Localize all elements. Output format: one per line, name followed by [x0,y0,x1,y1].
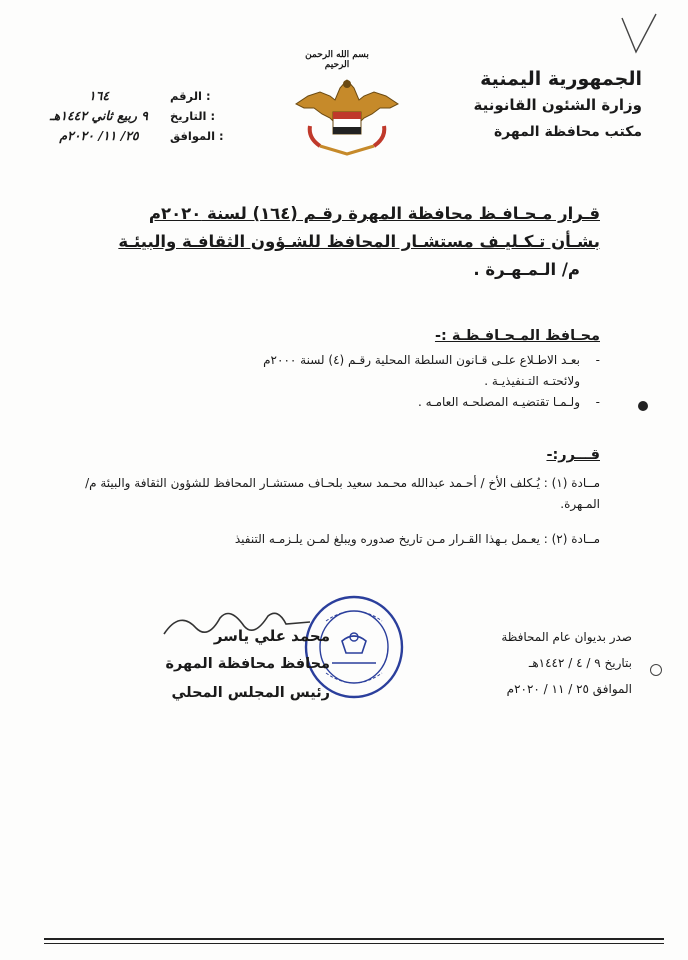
reference-number-row [28,88,228,108]
basmala: بسم الله الرحمن الرحيم [305,50,369,70]
reference-date-row [28,108,228,128]
issued-place: صدر بديوان عام المحافظة [501,630,632,644]
decree-title [80,200,600,284]
footer-rule [44,938,664,940]
article-1: مــادة (١) : يُـكلف الأخ / أحـمد عبدالله محـمد سعيد بلحـاف مستشـار المحافظ للشؤون الثقافة والبيئة م/ المـهرة. [85,476,600,511]
signatory-title-council: رئيس المجلس المحلي [171,685,330,701]
bullet-dash: - [595,395,600,409]
preamble-item-continuation: ولائحتـه التـنفيذيـة . [484,374,580,388]
decree-title-line1: قـرار مـحـافـظ محافظة المهرة رقـم (١٦٤) لسنة ٢٠٢٠م [148,204,600,223]
issued-gregorian-date: الموافق ٢٥ / ١١ / ٢٠٢٠م [506,682,632,696]
decree-title-line2: بشـأن تـكـليـف مستشـار المحافظ للشـؤون الثقافـة والبيئـة [118,232,600,251]
reference-number-label: الرقم : [170,89,211,103]
reference-corresponding-label: الموافق : [170,129,224,143]
reference-corresponding-value: ٢٥/ ١١/ ٢٠٢٠م [59,128,139,143]
office-name: مكتب محافظة المهرة [493,124,642,140]
yemen-emblem-icon [290,74,404,158]
preamble-item [80,392,600,413]
preamble-item-text: بعـد الاطـلاع علـى قـانون السلطة المحلية رقـم (٤) لسنة ٢٠٠٠م [263,353,580,367]
reference-block [28,88,228,148]
preamble-heading: محـافظ المـحـافـظـة :- [434,328,600,344]
issued-hijri-date: بتاريخ ٩ / ٤ / ١٤٤٢هـ [528,656,632,670]
signatory-name: محمد علي ياسر [213,627,330,645]
preamble-item [80,350,600,392]
decision-heading: قـــرر:- [546,447,600,463]
decision-section [80,447,600,564]
reference-date-label: التاريخ : [170,109,216,123]
ministry-name: وزارة الشئون القانونية [473,96,642,114]
preamble-section [80,328,600,413]
punch-hole [650,664,662,676]
issued-block [452,624,632,702]
reference-corresponding-row [28,128,228,148]
signatory-title-governor: محافظ محافظة المهرة [165,656,330,672]
punch-hole [638,401,648,411]
bullet-dash: - [595,353,600,367]
reference-number-value: ١٦٤ [88,88,110,103]
letterhead [452,68,642,142]
decree-title-line3: م/ الـمـهـرة . [473,260,580,279]
corner-check-mark [606,8,666,58]
republic-name: الجمهورية اليمنية [480,68,642,90]
article-2: مــادة (٢) : يعـمل بـهذا القـرار مـن تاريخ صدوره ويبلغ لمـن يلـزمـه التنفيذ [234,532,600,546]
preamble-item-text: ولـمـا تقتضيـه المصلحـه العامـه . [418,395,580,409]
handwritten-signature-icon [160,604,320,644]
footer-rule [44,943,664,944]
reference-date-value: ٩ ربيع ثاني ١٤٤٢هـ [49,108,149,123]
